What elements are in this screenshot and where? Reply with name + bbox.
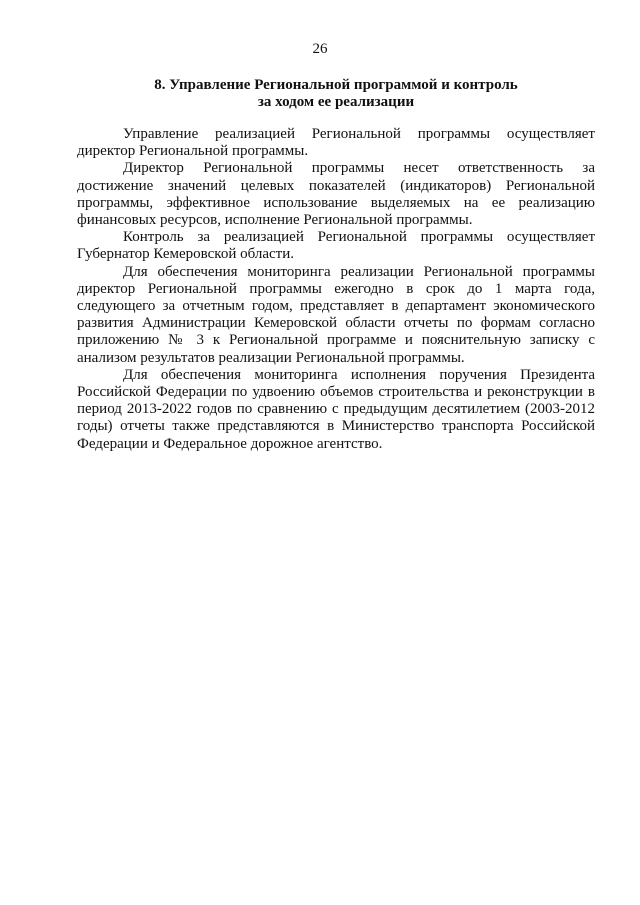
paragraph-management: Управление реализацией Региональной программы осуществляет директор Региональной программы. [77, 126, 595, 160]
paragraph-control: Контроль за реализацией Региональной программы осуществляет Губернатор Кемеровской области. [77, 229, 595, 263]
paragraph-monitoring-reports: Для обеспечения мониторинга реализации Региональной программы директор Региональной программы ежегодно в срок до 1 марта года, следующего за отчетным годом, представляет в департамент экономического развития Администрации Кемеровской области отчеты по формам согласно приложению № 3 к Региональной программе и пояснительную записку с анализом результатов реализации Региональной программы. [77, 263, 595, 366]
paragraph-president-order: Для обеспечения мониторинга исполнения поручения Президента Российской Федерации по удвоению объемов строительства и реконструкции в период 2013-2022 годов по сравнению с предыдущим десятилетием (2003-2012 годы) отчеты также представляются в Министерство транспорта Российской Федерации и Федеральное дорожное агентство. [77, 366, 595, 452]
section-heading-line-1: 8. Управление Региональной программой и контроль [154, 77, 518, 93]
section-heading [77, 77, 595, 111]
page-number: 26 [312, 41, 328, 57]
section-body [77, 126, 595, 453]
paragraph-director-responsibility: Директор Региональной программы несет ответственность за достижение значений целевых показателей (индикаторов) Региональной программы, эффективное использование выделяемых на ее реализацию финансовых ресурсов, исполнение Региональной программы. [77, 160, 595, 229]
section-heading-line-2: за ходом ее реализации [257, 94, 415, 110]
